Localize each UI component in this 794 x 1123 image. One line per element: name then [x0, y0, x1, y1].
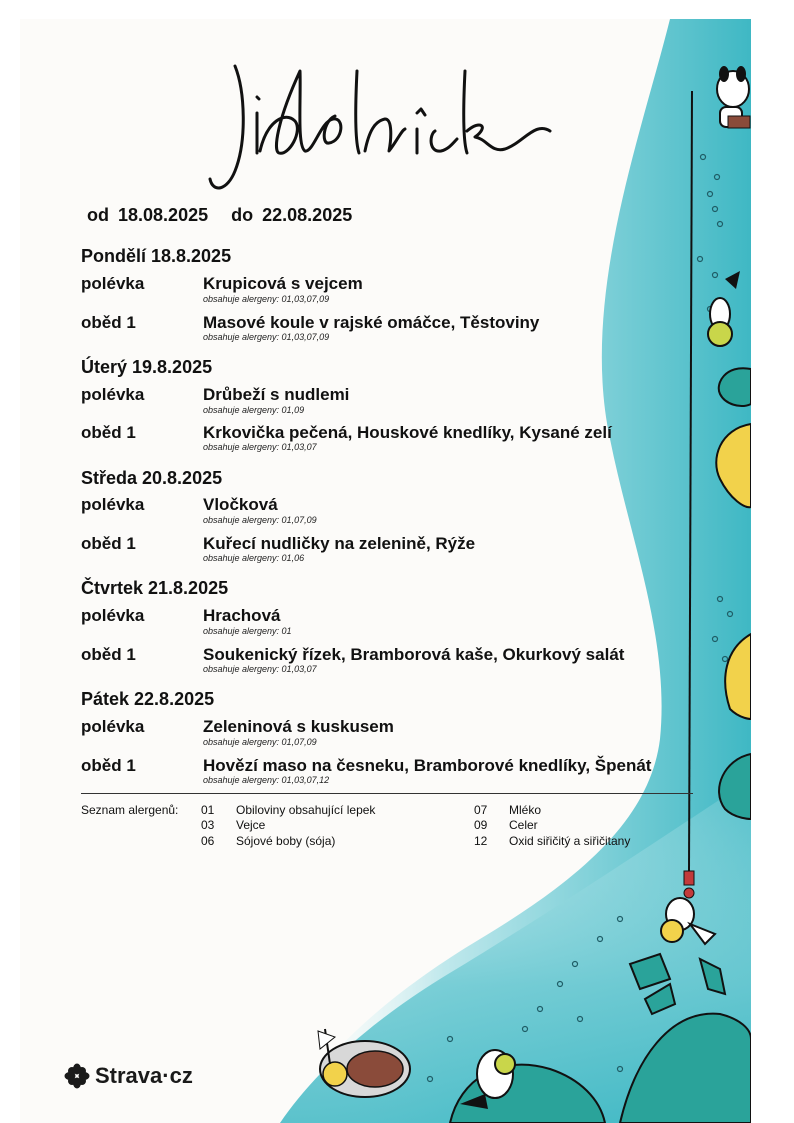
- lunch-allergens: obsahuje alergeny: 01,03,07,12: [203, 775, 330, 785]
- soup-name: Krupicová s vejcem: [203, 274, 363, 293]
- lunch-allergens: obsahuje alergeny: 01,03,07: [203, 442, 317, 452]
- meal-type-lunch: oběd 1: [81, 756, 136, 775]
- meal-type-lunch: oběd 1: [81, 645, 136, 664]
- allergen-name: Vejce: [236, 818, 266, 832]
- lunch-allergens: obsahuje alergeny: 01,06: [203, 553, 305, 563]
- meal-type-soup: polévka: [81, 274, 145, 293]
- allergen-code: 01: [201, 803, 215, 817]
- allergen-code: 09: [474, 818, 488, 832]
- allergen-list-label: Seznam alergenů:: [81, 803, 179, 817]
- soup-allergens: obsahuje alergeny: 01,07,09: [203, 515, 317, 525]
- day-title: Pátek 22.8.2025: [81, 689, 215, 709]
- date-to: 22.08.2025: [262, 205, 353, 225]
- lunch-name: Hovězí maso na česneku, Bramborové knedlíky, Špenát: [203, 756, 652, 775]
- date-to-label: do: [231, 205, 254, 225]
- allergen-code: 03: [201, 818, 215, 832]
- soup-name: Zeleninová s kuskusem: [203, 717, 394, 736]
- soup-name: Drůbeží s nudlemi: [203, 385, 350, 404]
- allergen-code: 07: [474, 803, 488, 817]
- date-from-label: od: [87, 205, 109, 225]
- title-script: [210, 66, 550, 188]
- allergen-name: Celer: [509, 818, 538, 832]
- soup-allergens: obsahuje alergeny: 01,07,09: [203, 737, 317, 747]
- soup-name: Hrachová: [203, 606, 281, 625]
- lunch-name: Krkovička pečená, Houskové knedlíky, Kysané zelí: [203, 423, 612, 442]
- lunch-allergens: obsahuje alergeny: 01,03,07,09: [203, 332, 330, 342]
- meal-type-soup: polévka: [81, 717, 145, 736]
- soup-allergens: obsahuje alergeny: 01,09: [203, 405, 305, 415]
- soup-allergens: obsahuje alergeny: 01,03,07,09: [203, 294, 330, 304]
- day-title: Úterý 19.8.2025: [81, 357, 213, 377]
- soup-allergens: obsahuje alergeny: 01: [203, 626, 292, 636]
- allergen-code: 06: [201, 834, 215, 848]
- meal-type-soup: polévka: [81, 606, 145, 625]
- strava-logo[interactable]: [64, 1063, 193, 1089]
- dog-on-rod-illustration: [717, 66, 750, 128]
- soup-name: Vločková: [203, 495, 278, 514]
- meal-type-soup: polévka: [81, 495, 145, 514]
- allergen-code: 12: [474, 834, 488, 848]
- meal-type-lunch: oběd 1: [81, 423, 136, 442]
- allergen-name: Obiloviny obsahující lepek: [236, 803, 376, 817]
- date-range: [87, 205, 356, 226]
- handwritten-title: [205, 61, 585, 211]
- day-title: Pondělí 18.8.2025: [81, 246, 232, 266]
- lunch-allergens: obsahuje alergeny: 01,03,07: [203, 664, 317, 674]
- menu-page: [20, 19, 751, 1123]
- lunch-name: Masové koule v rajské omáčce, Těstoviny: [203, 313, 540, 332]
- day-title: Středa 20.8.2025: [81, 468, 223, 488]
- page-title: [205, 61, 206, 62]
- fishing-weight: [684, 871, 694, 885]
- divider: [81, 793, 693, 794]
- logo-text: Strava·cz: [95, 1063, 193, 1088]
- date-from: 18.08.2025: [118, 205, 209, 225]
- meal-type-soup: polévka: [81, 385, 145, 404]
- lunch-name: Kuřecí nudličky na zelenině, Rýže: [203, 534, 476, 553]
- flower-icon: [64, 1063, 90, 1089]
- meal-type-lunch: oběd 1: [81, 534, 136, 553]
- allergen-name: Mléko: [509, 803, 542, 817]
- lunch-name: Soukenický řízek, Bramborová kaše, Okurkový salát: [203, 645, 625, 664]
- day-title: Čtvrtek 21.8.2025: [81, 578, 229, 598]
- meal-type-lunch: oběd 1: [81, 313, 136, 332]
- allergen-name: Oxid siřičitý a siřičitany: [509, 834, 631, 848]
- allergen-name: Sójové boby (sója): [236, 834, 336, 848]
